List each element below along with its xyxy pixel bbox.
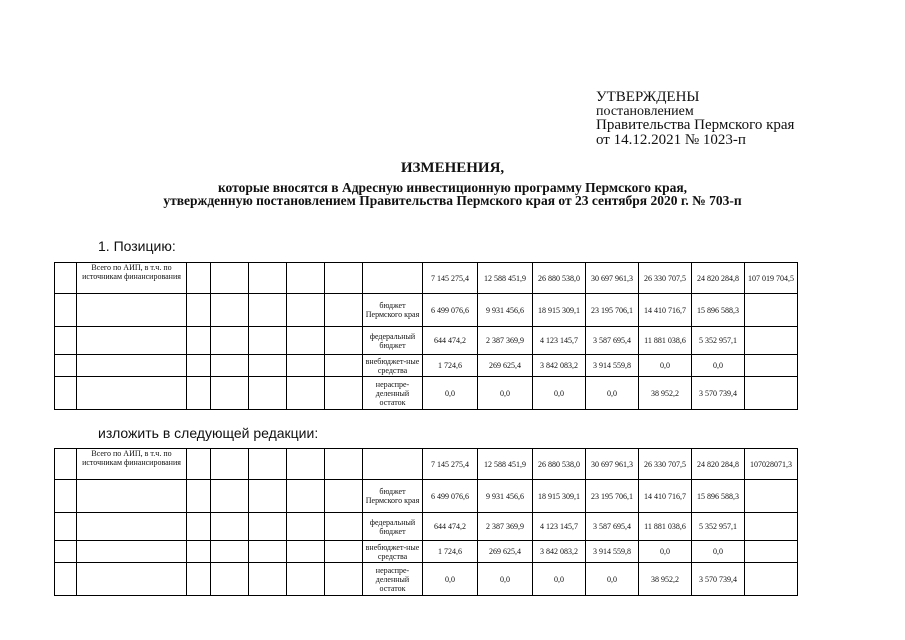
row-value: 14 410 716,7	[639, 294, 692, 327]
table-row	[55, 355, 869, 377]
row-value: 4 123 145,7	[533, 327, 586, 355]
row-value: 0,0	[478, 563, 533, 596]
total-value: 24 820 284,8	[692, 263, 745, 294]
total-header-cell: Всего по АИП, в т.ч. по источникам финансирования	[77, 449, 187, 480]
row-value: 11 881 038,6	[639, 513, 692, 541]
row-value: 18 915 309,1	[533, 294, 586, 327]
approval-stamp	[596, 90, 794, 148]
total-value: 107 019 704,5	[745, 263, 798, 294]
row-value	[745, 294, 798, 327]
funding-source-label: федеральный бюджет	[363, 327, 423, 355]
total-value: 7 145 275,4	[423, 449, 478, 480]
row-value	[745, 327, 798, 355]
row-value: 2 387 369,9	[478, 513, 533, 541]
row-value: 6 499 076,6	[423, 480, 478, 513]
table-row	[55, 327, 869, 355]
funding-source-label: нераспре-деленный остаток	[363, 377, 423, 410]
row-value: 3 842 083,2	[533, 541, 586, 563]
row-value	[745, 480, 798, 513]
document-title: ИЗМЕНЕНИЯ,	[400, 160, 505, 176]
total-value: 7 145 275,4	[423, 263, 478, 294]
funding-source-label: внебюджет-ные средства	[363, 541, 423, 563]
aip-table-new	[54, 448, 869, 596]
row-value: 3 914 559,8	[586, 541, 639, 563]
row-value: 3 842 083,2	[533, 355, 586, 377]
row-value: 23 195 706,1	[586, 294, 639, 327]
row-value: 9 931 456,6	[478, 294, 533, 327]
row-value: 2 387 369,9	[478, 327, 533, 355]
row-value: 0,0	[478, 377, 533, 410]
table-row	[55, 563, 869, 596]
row-value: 0,0	[423, 563, 478, 596]
row-value: 1 724,6	[423, 355, 478, 377]
row-value: 0,0	[586, 377, 639, 410]
row-value: 15 896 588,3	[692, 480, 745, 513]
total-value: 26 880 538,0	[533, 449, 586, 480]
row-value: 0,0	[423, 377, 478, 410]
total-value: 24 820 284,8	[692, 449, 745, 480]
row-value: 3 587 695,4	[586, 327, 639, 355]
row-value: 269 625,4	[478, 541, 533, 563]
total-value: 30 697 961,3	[586, 449, 639, 480]
row-value: 6 499 076,6	[423, 294, 478, 327]
row-value	[745, 355, 798, 377]
row-value: 38 952,2	[639, 377, 692, 410]
funding-source-label: внебюджет-ные средства	[363, 355, 423, 377]
row-value: 269 625,4	[478, 355, 533, 377]
document-subtitle	[0, 181, 905, 207]
row-value: 644 474,2	[423, 327, 478, 355]
table-row-total	[55, 263, 869, 294]
table-row	[55, 480, 869, 513]
row-value: 0,0	[639, 541, 692, 563]
row-value: 644 474,2	[423, 513, 478, 541]
total-value: 26 330 707,5	[639, 449, 692, 480]
stamp-decree: постановлением	[596, 104, 694, 119]
stamp-approved: УТВЕРЖДЕНЫ	[596, 89, 700, 105]
row-value: 38 952,2	[639, 563, 692, 596]
replace-label: изложить в следующей редакции:	[98, 425, 319, 441]
total-value: 26 880 538,0	[533, 263, 586, 294]
table-row	[55, 377, 869, 410]
total-value: 12 588 451,9	[478, 449, 533, 480]
row-value: 15 896 588,3	[692, 294, 745, 327]
row-value	[745, 377, 798, 410]
row-value: 0,0	[692, 355, 745, 377]
row-value: 3 587 695,4	[586, 513, 639, 541]
total-value: 107028071,3	[745, 449, 798, 480]
table-row-total	[55, 449, 869, 480]
row-value: 14 410 716,7	[639, 480, 692, 513]
funding-source-label: нераспре-деленный остаток	[363, 563, 423, 596]
row-value: 0,0	[533, 377, 586, 410]
row-value: 9 931 456,6	[478, 480, 533, 513]
total-value: 30 697 961,3	[586, 263, 639, 294]
row-value	[745, 563, 798, 596]
row-value: 3 914 559,8	[586, 355, 639, 377]
row-value: 3 570 739,4	[692, 377, 745, 410]
row-value: 0,0	[533, 563, 586, 596]
total-value: 26 330 707,5	[639, 263, 692, 294]
aip-table-old	[54, 262, 869, 410]
table-row	[55, 294, 869, 327]
total-value: 12 588 451,9	[478, 263, 533, 294]
row-value: 0,0	[586, 563, 639, 596]
funding-source-label: федеральный бюджет	[363, 513, 423, 541]
row-value: 0,0	[692, 541, 745, 563]
table-row	[55, 541, 869, 563]
subtitle-line-2: утвержденную постановлением Правительства Пермского края от 23 сентября 2020 г. № 703-п	[163, 193, 742, 208]
row-value: 5 352 957,1	[692, 327, 745, 355]
stamp-government: Правительства Пермского края	[596, 117, 795, 133]
funding-source-label: бюджет Пермского края	[363, 294, 423, 327]
row-value: 0,0	[639, 355, 692, 377]
subtitle-line-1: которые вносятся в Адресную инвестиционную программу Пермского края,	[217, 180, 688, 195]
row-value: 11 881 038,6	[639, 327, 692, 355]
row-value: 4 123 145,7	[533, 513, 586, 541]
row-value	[745, 541, 798, 563]
funding-source-label: бюджет Пермского края	[363, 480, 423, 513]
row-value: 18 915 309,1	[533, 480, 586, 513]
total-header-cell: Всего по АИП, в т.ч. по источникам финансирования	[77, 263, 187, 294]
row-value: 1 724,6	[423, 541, 478, 563]
stamp-date-number: от 14.12.2021 № 1023-п	[596, 132, 746, 148]
row-value	[745, 513, 798, 541]
row-value: 3 570 739,4	[692, 563, 745, 596]
row-value: 5 352 957,1	[692, 513, 745, 541]
position-label: 1. Позицию:	[98, 238, 176, 254]
table-row	[55, 513, 869, 541]
row-value: 23 195 706,1	[586, 480, 639, 513]
